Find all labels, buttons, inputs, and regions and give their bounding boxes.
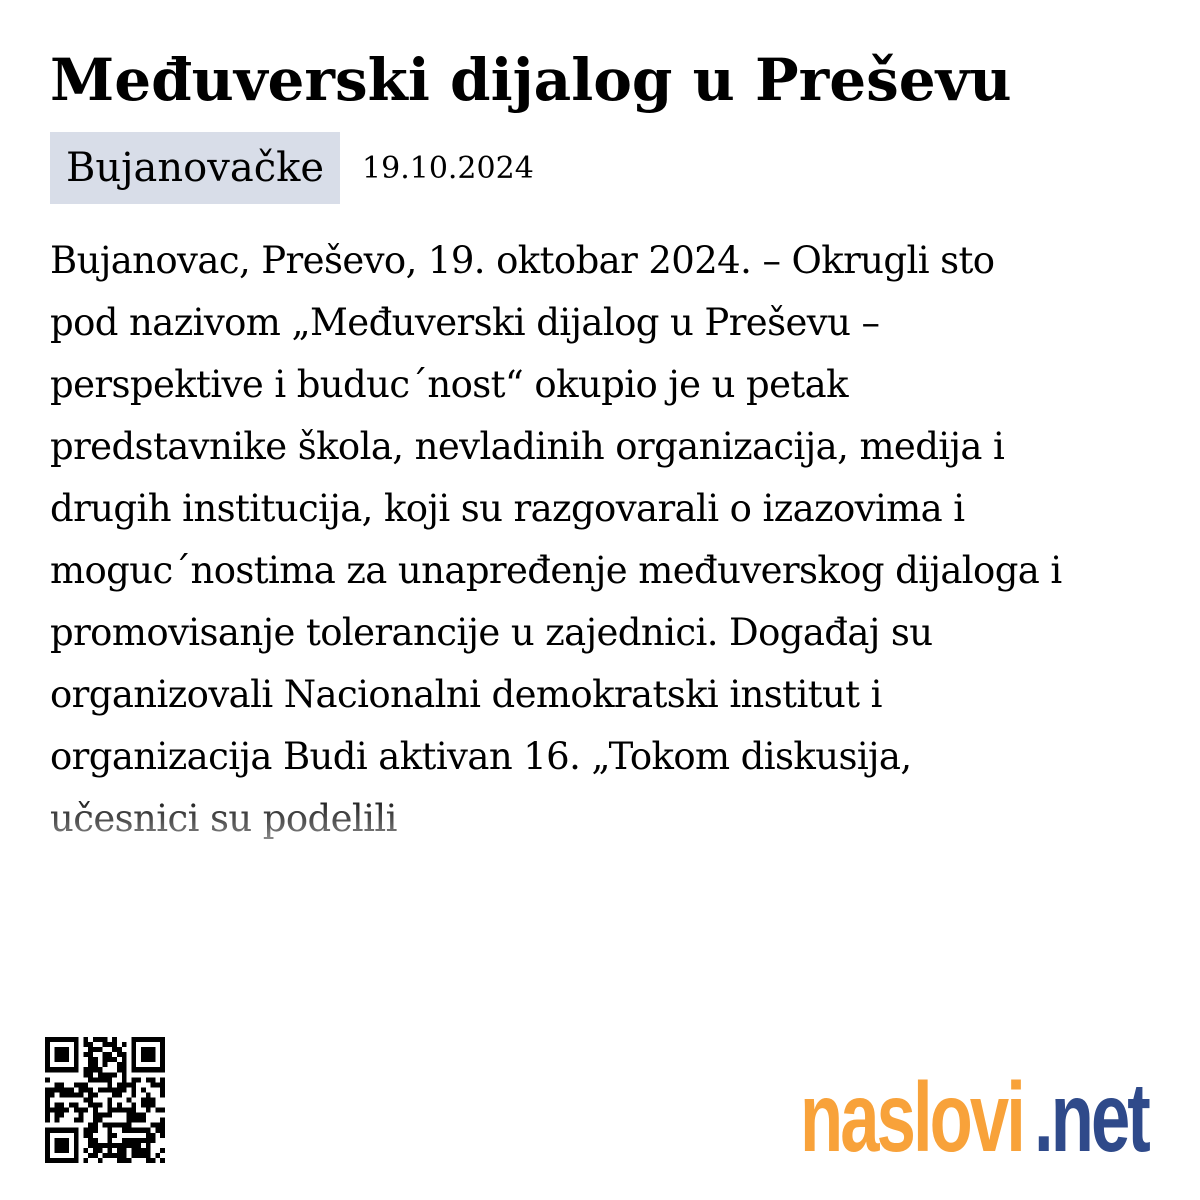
article-body [50, 230, 1160, 860]
body-line: organizacija Budi aktivan 16. „Tokom diskusija, [50, 735, 912, 778]
body-line: moguc´nostima za unapređenje međuverskog dijaloga i [50, 549, 1062, 592]
body-line: perspektive i buduc´nost“ okupio je u petak [50, 363, 848, 406]
body-line: promovisanje tolerancije u zajednici. Događaj su [50, 611, 933, 654]
body-line-faded: učesnici su podelili [50, 788, 1160, 850]
qr-code-icon [45, 1037, 165, 1163]
body-line: pod nazivom „Međuverski dijalog u Preševu – [50, 301, 880, 344]
body-line: Bujanovac, Preševo, 19. oktobar 2024. – Okrugli sto [50, 239, 995, 282]
logo-text-net: .net [1034, 1062, 1148, 1172]
site-logo[interactable] [800, 1056, 1192, 1172]
article-meta [50, 132, 534, 204]
article-title: Međuverski dijalog u Preševu [50, 46, 1012, 114]
source-badge[interactable]: Bujanovačke [50, 132, 340, 204]
body-line: drugih institucija, koji su razgovarali o izazovima i [50, 487, 965, 530]
publish-date: 19.10.2024 [362, 151, 534, 186]
logo-text-naslovi: naslovi [800, 1062, 1023, 1172]
body-line: predstavnike škola, nevladinih organizacija, medija i [50, 425, 1005, 468]
body-line: organizovali Nacionalni demokratski institut i [50, 673, 882, 716]
